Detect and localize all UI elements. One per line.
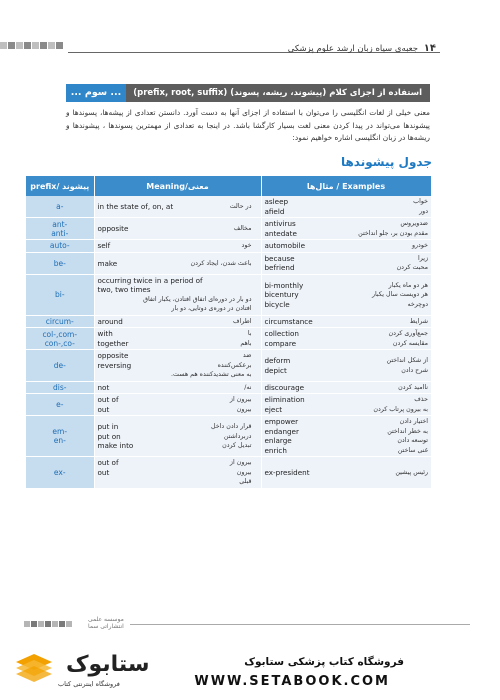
example-line (265, 280, 429, 290)
meaning-fa: افتادن در دوره‌ی دوتایی، دو بار (171, 305, 252, 313)
example-cell (261, 218, 431, 240)
meaning-fa: به معنی تشدیدکننده هم هست. (171, 371, 252, 379)
meaning-en: make (97, 258, 118, 268)
col-meaning-header: Meaning/معنی (94, 176, 261, 196)
meaning-en: make into (97, 441, 134, 450)
example-en: automobile (264, 241, 306, 251)
example-line (265, 383, 429, 393)
example-en: depict (264, 365, 287, 375)
meaning-line (98, 395, 258, 405)
example-line (265, 446, 429, 456)
meaning-cell (94, 381, 261, 394)
example-en: endanger (264, 426, 299, 436)
example-line (265, 365, 429, 375)
meaning-line (98, 361, 258, 371)
example-en: bicentury (264, 290, 299, 299)
footer-rule (130, 624, 470, 625)
example-en: bi-monthly (264, 280, 304, 290)
example-fa: مقایسه کردن (392, 339, 428, 347)
example-fa: محبت کردن (396, 264, 428, 272)
table-row (26, 196, 431, 218)
table-row (26, 350, 431, 382)
prefix-cell: circum- (26, 315, 94, 328)
example-en: deform (264, 356, 291, 365)
meaning-fa: باعث شدن، ایجاد کردن (190, 259, 252, 267)
example-cell (261, 274, 431, 315)
example-line (265, 317, 429, 327)
meaning-fa: با (247, 330, 252, 338)
example-cell (261, 328, 431, 350)
prefix-cell: bi- (26, 274, 94, 315)
example-line (265, 468, 429, 478)
page-number: ۱۴ (423, 43, 436, 54)
example-en: bicycle (264, 299, 290, 309)
example-fa: دوچرخه (407, 300, 428, 308)
example-fa: ناامید کردن (398, 383, 428, 391)
meaning-en: around (97, 316, 123, 326)
example-fa: زیرا (417, 254, 428, 262)
meaning-line (98, 224, 258, 234)
example-en: collection (264, 329, 299, 339)
example-line (265, 329, 429, 339)
example-line (265, 405, 429, 415)
meaning-en: out (97, 467, 110, 477)
example-fa: دور (419, 207, 428, 215)
meaning-cell (94, 240, 261, 253)
meaning-fa: بیرون از (229, 459, 252, 467)
meaning-en: with (97, 329, 113, 339)
example-fa: توسعه دادن (397, 437, 428, 445)
section-bar (66, 84, 430, 102)
example-en: eject (264, 404, 283, 414)
example-line (265, 299, 429, 309)
meaning-cell (94, 196, 261, 218)
meaning-fa: اطراف (232, 317, 252, 325)
example-line (265, 241, 429, 251)
meaning-line (98, 422, 258, 432)
prefix-table (26, 176, 432, 489)
publisher-logo-text: موسسه علمی انتشاراتی سما (88, 616, 124, 630)
meaning-line (98, 370, 258, 380)
example-fa: خواب (413, 198, 428, 206)
prefix-cell: auto- (26, 240, 94, 253)
example-line (265, 263, 429, 273)
brand-wordmark: ستابوک (66, 652, 150, 677)
section-title: استفاده از اجزای کلام (پیشوند، ریشه، پسوند) (prefix, root, suffix) (133, 88, 422, 98)
meaning-line (98, 276, 258, 286)
meaning-cell (94, 416, 261, 457)
example-fa: غنی ساختن (397, 446, 428, 454)
example-en: enrich (264, 445, 287, 455)
meaning-line (98, 285, 258, 295)
example-fa: هر دویست سال یکبار (371, 291, 428, 298)
example-fa: رئیس پیشین (395, 468, 428, 476)
prefix-cell: ant- anti- (26, 218, 94, 240)
meaning-fa: دو بار در دوره‌ای اتفاق افتادن، یکبار اتفاق (143, 295, 252, 303)
meaning-line (98, 317, 258, 327)
example-line (265, 356, 429, 366)
meaning-en: put on (97, 431, 121, 441)
meaning-fa: بیرون (236, 405, 252, 413)
meaning-line (98, 458, 258, 468)
example-cell (261, 240, 431, 253)
meaning-cell (94, 394, 261, 416)
table-row (26, 394, 431, 416)
meaning-fa: مخالف (233, 225, 252, 232)
meaning-fa: قبلی (239, 478, 252, 486)
example-fa: از شکل انداختن (386, 357, 428, 364)
prefix-cell: de- (26, 350, 94, 382)
meaning-line (98, 405, 258, 415)
prefix-cell: ex- (26, 457, 94, 489)
table-header-row (26, 176, 431, 196)
example-cell (261, 315, 431, 328)
example-line (265, 395, 429, 405)
brand-logo (14, 652, 150, 690)
header-title: جعبه‌ی سیاه زبان ارشد علوم پزشکی (287, 44, 418, 54)
meaning-cell (94, 274, 261, 315)
example-cell (261, 350, 431, 382)
example-line (265, 219, 429, 229)
meaning-line (98, 351, 258, 361)
example-line (265, 436, 429, 446)
table-heading: جدول پیشوندها (340, 155, 432, 169)
publisher-logo (88, 616, 124, 630)
meaning-en: out of (97, 458, 119, 468)
meaning-line (98, 304, 258, 314)
meaning-line (98, 431, 258, 441)
meaning-cell (94, 218, 261, 240)
example-en: ex-president (264, 467, 310, 477)
meaning-en: out (97, 404, 110, 414)
meaning-line (98, 468, 258, 478)
footer-band (0, 621, 500, 633)
meaning-line (98, 295, 258, 305)
meaning-line (98, 329, 258, 339)
example-fa: جمع‌آوری کردن (388, 330, 428, 338)
brand-banner (0, 640, 500, 700)
meaning-cell (94, 457, 261, 489)
example-cell (261, 416, 431, 457)
meaning-line (98, 441, 258, 451)
example-line (265, 290, 429, 300)
meaning-en: opposite (97, 224, 129, 233)
example-fa: به بیرون پرتاب کردن (373, 405, 428, 413)
header-pattern (0, 42, 64, 49)
example-fa: هر دو ماه یکبار (388, 281, 428, 289)
meaning-line (98, 339, 258, 349)
example-fa: خودرو (411, 242, 428, 250)
example-en: elimination (264, 395, 305, 405)
page-header (0, 38, 500, 60)
table-row (26, 457, 431, 489)
prefix-cell: em- en- (26, 416, 94, 457)
table-row (26, 218, 431, 240)
example-en: antedate (264, 228, 297, 238)
example-en: befriend (264, 263, 295, 273)
meaning-en: self (97, 241, 111, 251)
table-row (26, 328, 431, 350)
example-cell (261, 394, 431, 416)
meaning-line (98, 202, 258, 212)
example-en: because (264, 253, 295, 263)
meaning-fa: برعکس‌کننده (217, 361, 252, 369)
meaning-cell (94, 350, 261, 382)
meaning-line (98, 477, 258, 487)
section-tag: ... سوم ... (66, 84, 126, 102)
meaning-en: two, two times (97, 285, 151, 295)
example-cell (261, 252, 431, 274)
example-en: enlarge (264, 436, 292, 446)
example-fa: ضدویروس (400, 220, 428, 228)
meaning-fa: نه/ (244, 383, 252, 391)
example-en: asleep (264, 197, 289, 207)
table-row (26, 252, 431, 274)
prefix-cell: dis- (26, 381, 94, 394)
example-cell (261, 381, 431, 394)
example-fa: اختیار دادن (399, 418, 428, 426)
example-fa: شرایط (409, 317, 428, 325)
table-row (26, 315, 431, 328)
example-fa: شرح دادن (401, 366, 428, 374)
meaning-fa: ضد (242, 352, 252, 360)
col-examples-header: مثال‌ها / Examples (261, 176, 431, 196)
prefix-cell: be- (26, 252, 94, 274)
meaning-cell (94, 328, 261, 350)
meaning-fa: بیرون از (229, 396, 252, 404)
example-en: discourage (264, 382, 305, 392)
book-stack-icon (14, 652, 54, 686)
table-row (26, 240, 431, 253)
meaning-cell (94, 315, 261, 328)
meaning-en: out of (97, 395, 119, 405)
example-line (265, 207, 429, 217)
table-row (26, 274, 431, 315)
meaning-en: not (97, 382, 110, 392)
table-row (26, 416, 431, 457)
prefix-cell: col-,com- con-,co- (26, 328, 94, 350)
example-line (265, 339, 429, 349)
example-fa: مقدم بودن بر، جلو انداختن (358, 229, 428, 237)
example-line (265, 229, 429, 239)
meaning-en: put in (97, 422, 119, 431)
table-body (26, 196, 431, 488)
example-cell (261, 196, 431, 218)
table-row (26, 381, 431, 394)
footer-pattern (24, 621, 73, 627)
brand-url[interactable]: WWW.SETABOOK.COM (194, 674, 390, 689)
col-prefix-header: prefix/ پیشوند (26, 176, 94, 196)
meaning-en: opposite (97, 351, 129, 361)
meaning-en: in the state of, on, at (97, 202, 174, 211)
prefix-cell: e- (26, 394, 94, 416)
example-en: circumstance (264, 316, 313, 326)
example-en: compare (264, 338, 297, 348)
example-line (265, 197, 429, 207)
intro-paragraph: معنی خیلی از لغات انگلیسی را می‌توان با استفاده از اجزای آنها به دست آورد. دانستن تعدادی از پیشه‌ها، پسوندها و پیشوندها می‌تواند در پیدا کردن معنی لغت بسیار کارگشا باشد. در اینجا به تعدادی از مهمترین پسوندها ، پیشوندها و ریشه‌ها در زبان انگلیسی اشاره خواهیم نمود: (66, 108, 430, 142)
example-fa: به خطر انداختن (387, 427, 428, 435)
meaning-fa: دربرداشتن (223, 432, 252, 440)
brand-subtitle: فروشگاه اینترنتی کتاب (58, 680, 120, 688)
meaning-fa: باهم (240, 339, 252, 347)
meaning-cell (94, 252, 261, 274)
meaning-en: together (97, 338, 129, 348)
example-en: empower (264, 417, 299, 427)
example-fa: حذف (414, 396, 428, 404)
brand-title: فروشگاه کتاب پزشکی ستابوک (244, 656, 404, 668)
meaning-fa: تبدیل کردن (222, 442, 252, 449)
example-en: afield (264, 206, 285, 216)
example-en: antivirus (264, 219, 296, 229)
example-cell (261, 457, 431, 489)
meaning-line (98, 383, 258, 393)
example-line (265, 417, 429, 427)
meaning-fa: در حالت (229, 203, 252, 210)
meaning-en: reversing (97, 360, 132, 370)
meaning-en: occurring twice in a period of (97, 275, 203, 285)
example-line (265, 254, 429, 264)
prefix-cell: a- (26, 196, 94, 218)
example-line (265, 427, 429, 437)
meaning-fa: بیرون (236, 468, 252, 476)
meaning-fa: قرار دادن داخل (211, 423, 252, 430)
meaning-line (98, 258, 258, 268)
meaning-line (98, 241, 258, 251)
meaning-fa: خود (241, 242, 252, 250)
